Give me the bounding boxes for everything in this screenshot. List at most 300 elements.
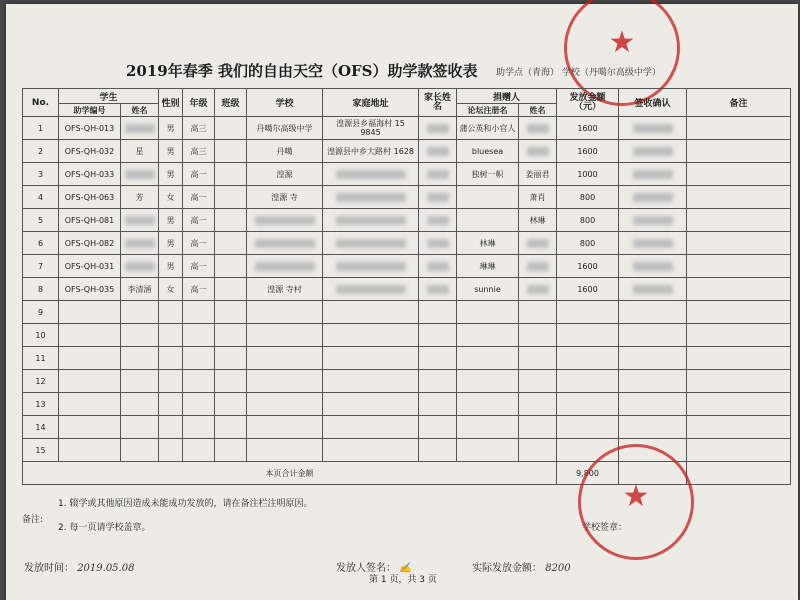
cell-no-text: 5 xyxy=(37,215,44,225)
cell-gender xyxy=(159,439,183,462)
cell-school xyxy=(247,117,323,140)
cell-name xyxy=(121,140,159,163)
cell-grade-text: 高一 xyxy=(190,238,207,248)
table-row xyxy=(23,324,791,347)
cell-no xyxy=(23,232,59,255)
page-info: 第 1 页，共 3 页 xyxy=(369,575,437,585)
cell-amount-text: 1600 xyxy=(577,123,598,133)
cell-amount xyxy=(557,255,619,278)
cell-gender xyxy=(159,255,183,278)
cell-name xyxy=(121,186,159,209)
cell-no xyxy=(23,163,59,186)
cell-grade xyxy=(183,209,215,232)
redacted-mark xyxy=(527,147,549,156)
cell-amount-text: 1600 xyxy=(577,261,598,271)
table-row xyxy=(23,186,791,209)
redacted-mark xyxy=(633,193,673,202)
redacted-mark xyxy=(125,262,155,271)
cell-gender-text: 男 xyxy=(166,215,175,225)
cell-grade-text: 高一 xyxy=(190,284,207,294)
issuer-signature-mark: ✍ xyxy=(399,563,412,574)
col-grade: 年级 xyxy=(183,89,215,117)
cell-id-text: OFS-QH-035 xyxy=(64,284,115,294)
cell-address xyxy=(323,393,419,416)
redacted-mark xyxy=(255,262,315,271)
cell-donor xyxy=(519,278,557,301)
cell-gender-text: 男 xyxy=(166,123,175,133)
cell-address-text: 湟源县中乡大路村 1628 xyxy=(327,146,414,156)
cell-class xyxy=(215,393,247,416)
cell-forum xyxy=(457,117,519,140)
cell-address xyxy=(323,117,419,140)
table-row xyxy=(23,347,791,370)
cell-school-text: 丹噶尔高级中学 xyxy=(256,123,313,133)
cell-no-text: 6 xyxy=(37,238,44,248)
cell-no xyxy=(23,370,59,393)
cell-parent xyxy=(419,393,457,416)
cell-remark xyxy=(687,370,791,393)
cell-id xyxy=(59,439,121,462)
table-row xyxy=(23,301,791,324)
school-seal-label: 学校签章： xyxy=(582,523,628,533)
cell-forum xyxy=(457,209,519,232)
cell-gender xyxy=(159,301,183,324)
redacted-mark xyxy=(427,262,449,271)
cell-school xyxy=(247,439,323,462)
cell-donor xyxy=(519,370,557,393)
cell-no xyxy=(23,209,59,232)
cell-remark xyxy=(687,232,791,255)
cell-name xyxy=(121,163,159,186)
cell-id-text: OFS-QH-013 xyxy=(64,123,115,133)
page-title: 2019年春季 我们的自由天空（OFS）助学款签收表 xyxy=(126,62,478,80)
cell-sign xyxy=(619,163,687,186)
redacted-mark xyxy=(427,216,449,225)
col-remark: 备注 xyxy=(687,89,791,117)
redacted-mark xyxy=(336,216,406,225)
cell-id xyxy=(59,347,121,370)
cell-id xyxy=(59,186,121,209)
cell-forum xyxy=(457,324,519,347)
cell-no-text: 7 xyxy=(37,261,44,271)
cell-address-text: 湟源县乡福海村 15 9845 xyxy=(336,119,405,137)
red-seal-bottom xyxy=(578,444,694,560)
cell-gender-text: 女 xyxy=(166,284,175,294)
cell-forum xyxy=(457,255,519,278)
redacted-mark xyxy=(633,147,673,156)
cell-school xyxy=(247,232,323,255)
cell-grade xyxy=(183,301,215,324)
star-icon: ★ xyxy=(608,25,636,61)
cell-donor xyxy=(519,301,557,324)
cell-gender xyxy=(159,416,183,439)
redacted-mark xyxy=(633,239,673,248)
cell-parent xyxy=(419,186,457,209)
redacted-mark xyxy=(527,239,549,248)
cell-no xyxy=(23,255,59,278)
cell-name xyxy=(121,439,159,462)
issue-date-label: 发放时间： xyxy=(24,563,74,574)
cell-school xyxy=(247,393,323,416)
cell-sign xyxy=(619,209,687,232)
cell-parent xyxy=(419,439,457,462)
cell-grade xyxy=(183,186,215,209)
cell-name xyxy=(121,370,159,393)
cell-forum xyxy=(457,232,519,255)
cell-id-text: OFS-QH-032 xyxy=(64,146,115,156)
cell-parent xyxy=(419,140,457,163)
cell-school xyxy=(247,163,323,186)
cell-school xyxy=(247,301,323,324)
cell-sign xyxy=(619,140,687,163)
cell-gender-text: 男 xyxy=(166,261,175,271)
cell-grade xyxy=(183,117,215,140)
cell-parent xyxy=(419,255,457,278)
cell-parent xyxy=(419,209,457,232)
cell-name xyxy=(121,278,159,301)
cell-forum-text: sunnie xyxy=(474,284,501,294)
cell-school xyxy=(247,255,323,278)
cell-sign xyxy=(619,370,687,393)
cell-id xyxy=(59,301,121,324)
cell-forum xyxy=(457,347,519,370)
cell-sign xyxy=(619,324,687,347)
cell-forum xyxy=(457,301,519,324)
cell-id xyxy=(59,324,121,347)
cell-donor-text: 萧肖 xyxy=(529,192,546,202)
issuer-label: 发放人签名： xyxy=(336,563,396,574)
redacted-mark xyxy=(125,216,155,225)
cell-gender xyxy=(159,140,183,163)
col-school: 学校 xyxy=(247,89,323,117)
col-donor: 捐赠人 xyxy=(457,89,557,104)
cell-remark xyxy=(687,301,791,324)
cell-donor xyxy=(519,163,557,186)
cell-remark xyxy=(687,416,791,439)
redacted-mark xyxy=(633,170,673,179)
cell-name xyxy=(121,209,159,232)
cell-no xyxy=(23,117,59,140)
cell-parent xyxy=(419,163,457,186)
cell-donor xyxy=(519,255,557,278)
cell-donor xyxy=(519,324,557,347)
cell-class xyxy=(215,439,247,462)
cell-remark xyxy=(687,255,791,278)
cell-name xyxy=(121,301,159,324)
cell-remark xyxy=(687,140,791,163)
signature-table xyxy=(22,88,791,485)
total-label: 本页合计金额 xyxy=(23,462,557,485)
cell-address xyxy=(323,278,419,301)
redacted-mark xyxy=(255,239,315,248)
cell-name-text: 星 xyxy=(135,146,144,156)
cell-id xyxy=(59,416,121,439)
table-row xyxy=(23,209,791,232)
cell-sign xyxy=(619,186,687,209)
cell-school xyxy=(247,324,323,347)
cell-school-text: 湟源 寺村 xyxy=(267,284,302,294)
cell-no-text: 14 xyxy=(35,422,46,432)
cell-address xyxy=(323,370,419,393)
cell-address xyxy=(323,255,419,278)
cell-amount xyxy=(557,232,619,255)
cell-amount xyxy=(557,347,619,370)
cell-donor xyxy=(519,209,557,232)
cell-class xyxy=(215,255,247,278)
table-row xyxy=(23,140,791,163)
cell-parent xyxy=(419,301,457,324)
actual-amount xyxy=(472,559,571,574)
col-no: No. xyxy=(23,89,59,117)
cell-class xyxy=(215,347,247,370)
cell-address xyxy=(323,324,419,347)
cell-name-text: 李清涵 xyxy=(127,284,152,294)
col-forum-id: 论坛注册名 xyxy=(457,104,519,117)
col-student: 学生 xyxy=(59,89,159,104)
cell-school xyxy=(247,347,323,370)
cell-school xyxy=(247,186,323,209)
cell-gender-text: 女 xyxy=(166,192,175,202)
cell-no xyxy=(23,186,59,209)
cell-class xyxy=(215,301,247,324)
cell-no-text: 9 xyxy=(37,307,44,317)
cell-school xyxy=(247,278,323,301)
cell-remark xyxy=(687,439,791,462)
cell-sign xyxy=(619,416,687,439)
cell-no-text: 3 xyxy=(37,169,44,179)
total-remark xyxy=(687,462,791,485)
cell-donor xyxy=(519,117,557,140)
cell-no-text: 11 xyxy=(35,353,46,363)
cell-id-text: OFS-QH-081 xyxy=(64,215,115,225)
col-amount: 发放金额（元） xyxy=(557,89,619,117)
table-row xyxy=(23,255,791,278)
cell-forum-text: 林琳 xyxy=(479,238,496,248)
note-1: 1. 辍学或其他原因造成未能成功发放的，请在备注栏注明原因。 xyxy=(58,499,313,509)
redacted-mark xyxy=(633,124,673,133)
cell-forum xyxy=(457,393,519,416)
cell-school xyxy=(247,416,323,439)
cell-name xyxy=(121,416,159,439)
cell-amount-text: 1600 xyxy=(577,146,598,156)
cell-grade-text: 高一 xyxy=(190,261,207,271)
cell-class xyxy=(215,209,247,232)
cell-amount-text: 800 xyxy=(579,192,596,202)
cell-amount xyxy=(557,370,619,393)
cell-class xyxy=(215,186,247,209)
cell-forum-text: 蒲公英和小官人 xyxy=(459,123,516,133)
cell-no-text: 10 xyxy=(35,330,46,340)
cell-forum xyxy=(457,140,519,163)
redacted-mark xyxy=(633,262,673,271)
redacted-mark xyxy=(255,216,315,225)
cell-class xyxy=(215,324,247,347)
cell-name xyxy=(121,255,159,278)
cell-donor-text: 姜丽君 xyxy=(525,169,550,179)
redacted-mark xyxy=(125,239,155,248)
cell-parent xyxy=(419,416,457,439)
cell-id xyxy=(59,209,121,232)
cell-parent xyxy=(419,232,457,255)
star-icon: ★ xyxy=(622,479,650,515)
cell-forum xyxy=(457,163,519,186)
cell-no xyxy=(23,416,59,439)
redacted-mark xyxy=(336,285,406,294)
redacted-mark xyxy=(427,124,449,133)
cell-sign xyxy=(619,232,687,255)
redacted-mark xyxy=(427,147,449,156)
redacted-mark xyxy=(633,216,673,225)
actual-amount-label: 实际发放金额： xyxy=(472,563,542,574)
cell-sign xyxy=(619,255,687,278)
cell-grade-text: 高三 xyxy=(190,146,207,156)
cell-class xyxy=(215,416,247,439)
cell-gender xyxy=(159,232,183,255)
cell-address xyxy=(323,232,419,255)
cell-amount xyxy=(557,209,619,232)
col-class: 班级 xyxy=(215,89,247,117)
cell-donor xyxy=(519,186,557,209)
cell-address xyxy=(323,209,419,232)
cell-amount xyxy=(557,163,619,186)
cell-school-text: 湟源 xyxy=(276,169,293,179)
cell-no-text: 15 xyxy=(35,445,46,455)
cell-id-text: OFS-QH-063 xyxy=(64,192,115,202)
cell-donor xyxy=(519,393,557,416)
cell-name xyxy=(121,324,159,347)
cell-donor-text: 林琳 xyxy=(529,215,546,225)
cell-parent xyxy=(419,117,457,140)
cell-amount xyxy=(557,186,619,209)
cell-grade-text: 高三 xyxy=(190,123,207,133)
cell-address xyxy=(323,163,419,186)
cell-sign xyxy=(619,117,687,140)
cell-amount-text: 800 xyxy=(579,238,596,248)
cell-gender xyxy=(159,209,183,232)
cell-sign xyxy=(619,301,687,324)
cell-gender xyxy=(159,370,183,393)
cell-parent xyxy=(419,278,457,301)
cell-address xyxy=(323,439,419,462)
cell-no-text: 8 xyxy=(37,284,44,294)
cell-remark xyxy=(687,347,791,370)
cell-forum xyxy=(457,278,519,301)
cell-grade xyxy=(183,439,215,462)
cell-no-text: 13 xyxy=(35,399,46,409)
cell-amount xyxy=(557,324,619,347)
cell-address xyxy=(323,140,419,163)
cell-no xyxy=(23,140,59,163)
cell-amount-text: 800 xyxy=(579,215,596,225)
cell-id xyxy=(59,163,121,186)
cell-no xyxy=(23,393,59,416)
cell-forum xyxy=(457,370,519,393)
cell-amount xyxy=(557,117,619,140)
cell-parent xyxy=(419,324,457,347)
cell-school xyxy=(247,209,323,232)
cell-name xyxy=(121,232,159,255)
cell-amount xyxy=(557,393,619,416)
redacted-mark xyxy=(527,124,549,133)
cell-forum-text: 独树一帜 xyxy=(471,169,504,179)
cell-grade xyxy=(183,393,215,416)
cell-parent xyxy=(419,370,457,393)
table-row xyxy=(23,117,791,140)
cell-forum xyxy=(457,186,519,209)
cell-class xyxy=(215,232,247,255)
cell-remark xyxy=(687,186,791,209)
redacted-mark xyxy=(527,262,549,271)
cell-grade xyxy=(183,278,215,301)
cell-remark xyxy=(687,209,791,232)
cell-amount xyxy=(557,140,619,163)
cell-no xyxy=(23,439,59,462)
table-row xyxy=(23,416,791,439)
cell-id xyxy=(59,232,121,255)
cell-no-text: 4 xyxy=(37,192,44,202)
cell-grade xyxy=(183,232,215,255)
cell-name-text: 芳 xyxy=(135,192,144,202)
col-student-name: 姓名 xyxy=(121,104,159,117)
cell-no-text: 2 xyxy=(37,146,44,156)
cell-forum-text: 琳琳 xyxy=(479,261,496,271)
cell-grade xyxy=(183,163,215,186)
cell-remark xyxy=(687,393,791,416)
cell-gender xyxy=(159,393,183,416)
cell-id xyxy=(59,255,121,278)
cell-address xyxy=(323,347,419,370)
cell-id-text: OFS-QH-033 xyxy=(64,169,115,179)
cell-gender-text: 男 xyxy=(166,146,175,156)
notes-label: 备注: xyxy=(22,515,44,525)
cell-no-text: 1 xyxy=(37,123,44,133)
cell-remark xyxy=(687,278,791,301)
cell-id xyxy=(59,140,121,163)
cell-remark xyxy=(687,117,791,140)
cell-id xyxy=(59,370,121,393)
cell-amount xyxy=(557,416,619,439)
table-row xyxy=(23,163,791,186)
cell-grade xyxy=(183,347,215,370)
cell-grade xyxy=(183,324,215,347)
cell-no xyxy=(23,278,59,301)
cell-grade xyxy=(183,370,215,393)
cell-class xyxy=(215,278,247,301)
total-amount: 9,800 xyxy=(557,462,619,485)
redacted-mark xyxy=(527,285,549,294)
cell-school-text: 湟源 寺 xyxy=(271,192,298,202)
cell-gender xyxy=(159,324,183,347)
table-row xyxy=(23,370,791,393)
cell-donor xyxy=(519,439,557,462)
redacted-mark xyxy=(336,262,406,271)
cell-id xyxy=(59,393,121,416)
cell-amount xyxy=(557,278,619,301)
cell-remark xyxy=(687,324,791,347)
cell-no xyxy=(23,324,59,347)
cell-amount-text: 1000 xyxy=(577,169,598,179)
redacted-mark xyxy=(336,239,406,248)
cell-grade xyxy=(183,140,215,163)
cell-school-text: 丹噶 xyxy=(276,146,293,156)
cell-id-text: OFS-QH-082 xyxy=(64,238,115,248)
redacted-mark xyxy=(336,193,406,202)
col-sign: 签收确认 xyxy=(619,89,687,117)
table-row xyxy=(23,393,791,416)
cell-grade-text: 高一 xyxy=(190,215,207,225)
cell-no-text: 12 xyxy=(35,376,46,386)
redacted-mark xyxy=(427,285,449,294)
